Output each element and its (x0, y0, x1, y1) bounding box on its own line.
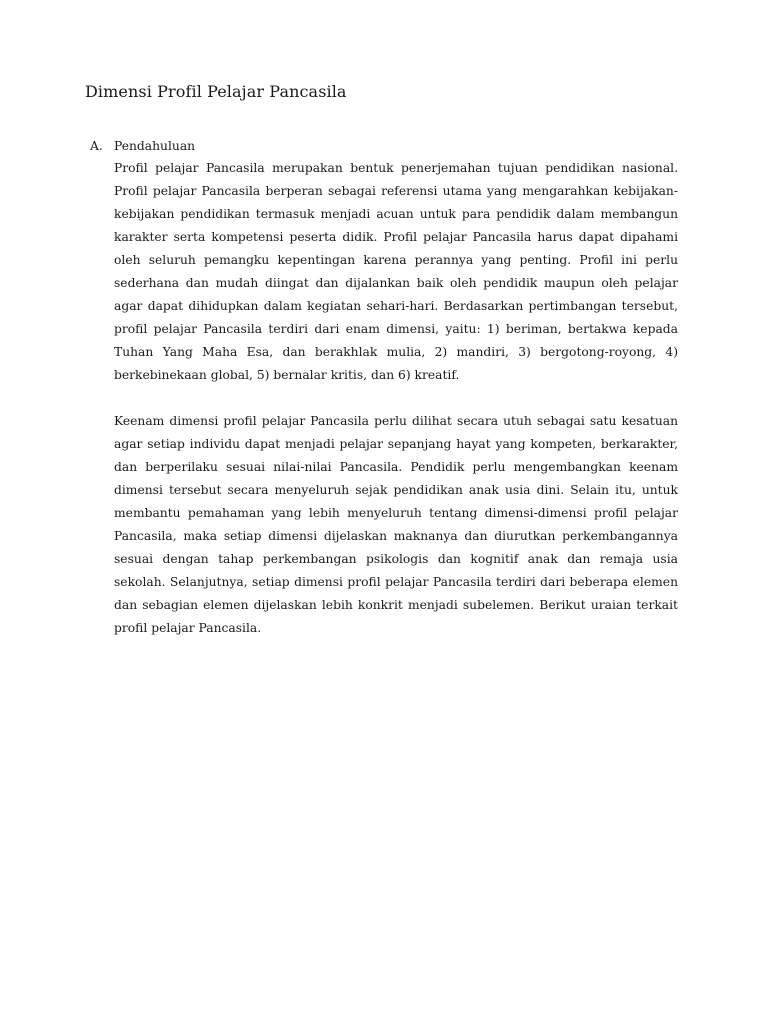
section-letter: A. (90, 139, 103, 153)
document-title: Dimensi Profil Pelajar Pancasila (85, 82, 347, 101)
paragraph-2: Keenam dimensi profil pelajar Pancasila perlu dilihat secara utuh sebagai satu kesatuan agar setiap individu dapat menjadi pelajar sepanjang hayat yang kompeten, berkarakter, dan berperilaku sesuai nilai-nilai Pancasila. Pendidik perlu mengembangkan keenam dimensi tersebut secara menyeluruh sejak pendidikan anak usia dini. Selain itu, untuk membantu pemahaman yang lebih menyeluruh tentang dimensi-dimensi profil pelajar Pancasila, maka setiap dimensi dijelaskan maknanya dan diurutkan perkembangannya sesuai dengan tahap perkembangan psikologis dan kognitif anak dan remaja usia sekolah. Selanjutnya, setiap dimensi profil pelajar Pancasila terdiri dari beberapa elemen dan sebagian elemen dijelaskan lebih konkrit menjadi subelemen. Berikut uraian terkait profil pelajar Pancasila. (114, 414, 678, 635)
section-pendahuluan (90, 137, 680, 640)
section-heading (90, 137, 680, 155)
paragraph-1: Profil pelajar Pancasila merupakan bentuk penerjemahan tujuan pendidikan nasional. Profil pelajar Pancasila berperan sebagai referensi utama yang mengarahkan kebijakan-kebijakan pendidikan termasuk menjadi acuan untuk para pendidik dalam membangun karakter serta kompetensi peserta didik. Profil pelajar Pancasila harus dapat dipahami oleh seluruh pemangku kepentingan karena perannya yang penting. Profil ini perlu sederhana dan mudah diingat dan dijalankan baik oleh pendidik maupun oleh pelajar agar dapat dihidupkan dalam kegiatan sehari-hari. Berdasarkan pertimbangan tersebut, profil pelajar Pancasila terdiri dari enam dimensi, yaitu: 1) beriman, bertakwa kepada Tuhan Yang Maha Esa, dan berakhlak mulia, 2) mandiri, 3) bergotong-royong, 4) berkebinekaan global, 5) bernalar kritis, dan 6) kreatif. (114, 161, 678, 382)
section-title: Pendahuluan (114, 139, 196, 153)
section-body (114, 157, 678, 640)
